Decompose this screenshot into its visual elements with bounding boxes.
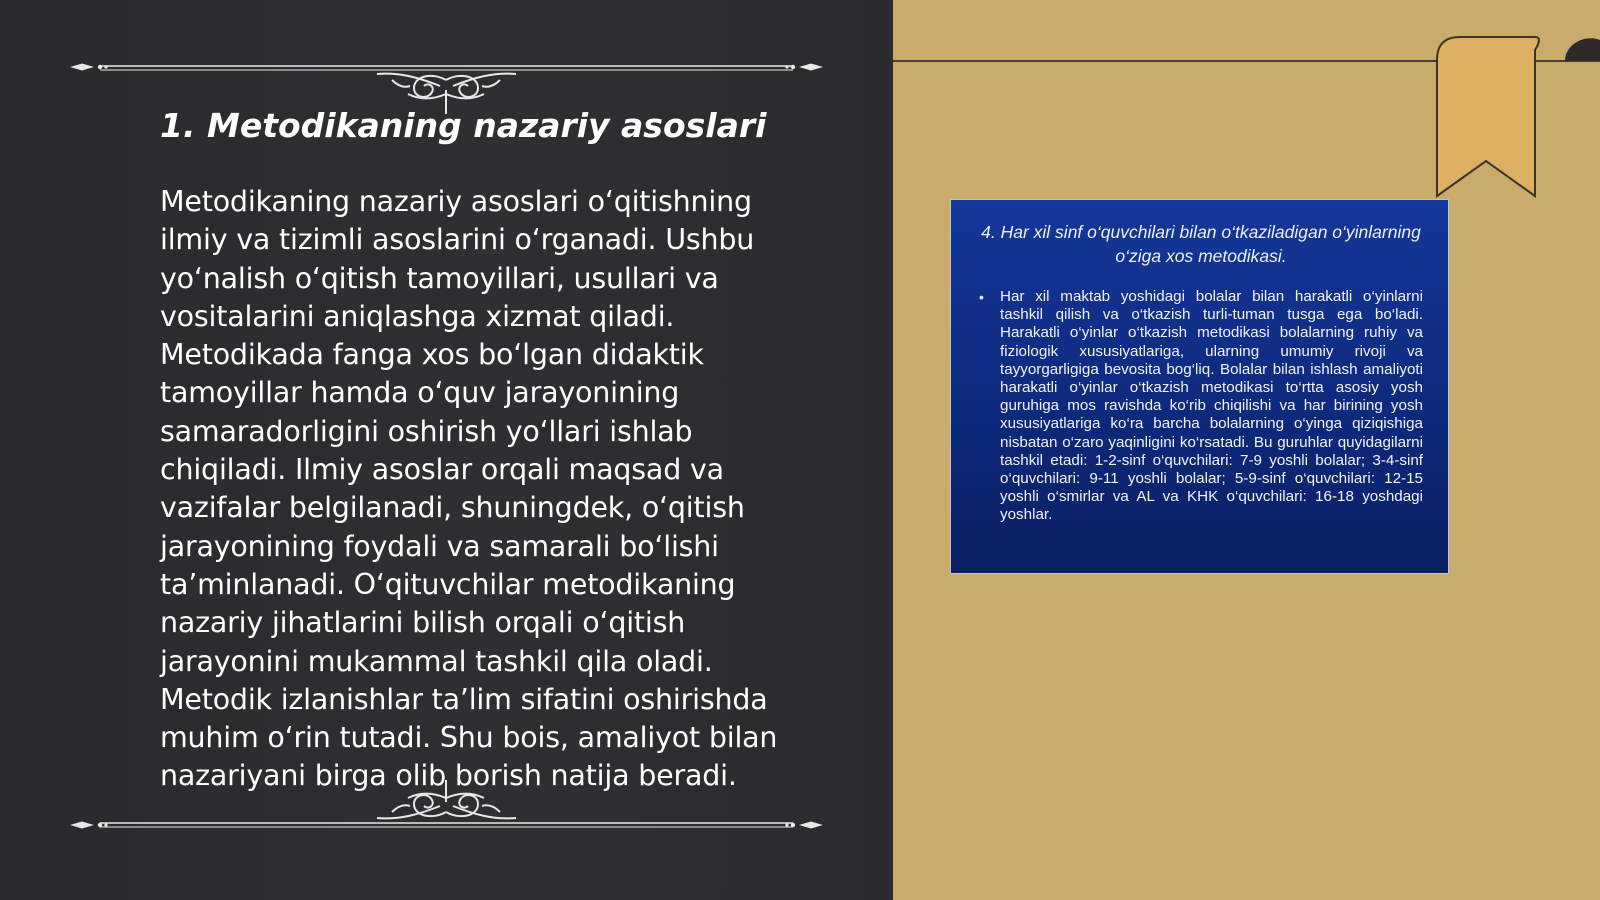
list-item — [979, 288, 1423, 525]
info-box-paragraph: Har xil maktab yoshidagi bolalar bilan harakatli o‘yinlarni tashkil qilish va o‘tkazish turli-tuman tusga ega bo‘ladi. Harakatli o‘yinlar o‘tkazish metodikasi bolalarning ruhiy va fiziologik xususiyatlariga, ularning umumiy rivoji va tayyorgarligiga bevosita bog‘liq. Bolalar bilan ishlash amaliyoti harakatli o‘yinlar o‘tkazish metodikasi to‘rtta asosiy yosh guruhiga mos ravishda ko‘rib chiqilishi va har birining yosh xususiyatlariga ko‘ra barcha bolalarning o‘yinga qiziqishiga nisbatan o‘zaro yaqinligini ko‘rsatadi. Bu guruhlar quyidagilarni tashkil etadi: 1-2-sinf o‘quvchilari: 7-9 yoshli bolalar; 3-4-sinf o‘quvchilari: 9-11 yoshli bolalar; 5-9-sinf o‘quvchilari: 12-15 yoshli o‘smirlar va AL va KHK o‘quvchilari: 16-18 yoshdagi yoshlar. — [1000, 288, 1423, 524]
bullet-icon: • — [979, 289, 984, 305]
info-box-list — [979, 288, 1423, 525]
info-box-heading: 4. Har xil sinf o‘quvchilari bilan o‘tkaziladigan o‘yinlarning o‘ziga xos metodikasi. — [981, 222, 1421, 266]
slide-body-text: Metodikaning nazariy asoslari o‘qitishning ilmiy va tizimli asoslarini o‘rganadi. Ushbu yo‘nalish o‘qitish tamoyillari, usullari va vositalarini aniqlashga xizmat qiladi. Metodikada fanga xos bo‘lgan didaktik tamoyillar hamda o‘quv jarayonining samaradorligini oshirish yo‘llari ishlab chiqiladi. Ilmiy asoslar orqali maqsad va vazifalar belgilanadi, shuningdek, o‘qitish jarayonining foydali va samarali bo‘lishi ta’minlanadi. O‘qituvchilar metodikaning nazariy jihatlarini bilish orqali o‘qitish jarayonini mukammal tashkil qila oladi. Metodik izlanishlar ta’lim sifatini oshirishda muhim o‘rin tutadi. Shu bois, amaliyot bilan nazariyani birga olib borish natija beradi. — [160, 185, 778, 793]
info-box — [950, 199, 1449, 574]
slide-title: 1. Metodikaning nazariy asoslari — [160, 106, 767, 145]
